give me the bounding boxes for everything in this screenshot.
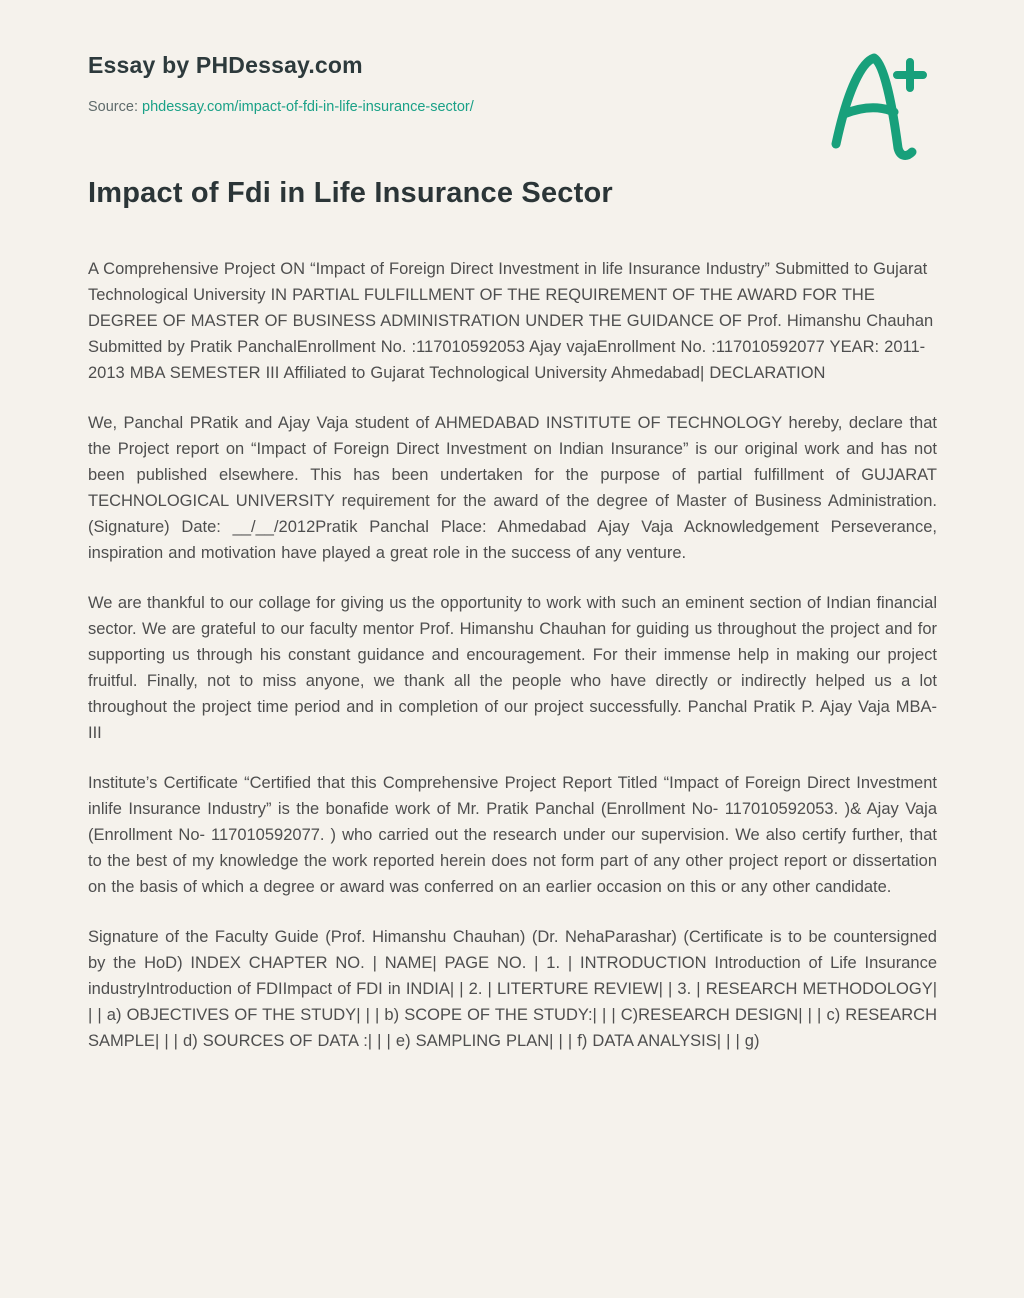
paragraph-certificate: Institute’s Certificate “Certified that this Comprehensive Project Report Titled “Impact of Foreign Direct Investment inlife Insurance Industry” is the bonafide work of Mr. Pratik Panchal (Enrollment No- 117010592053. )& Ajay Vaja (Enrollment No- 117010592077. ) who carried out the research under our supervision. We also certify further, that to the best of my knowledge the work reported herein does not form part of any other project report or dissertation on the basis of which a degree or award was conferred on an earlier occasion on this or any other candidate.	[88, 774, 937, 896]
paragraph-acknowledgement: We are thankful to our collage for giving us the opportunity to work with such an eminent section of Indian financial sector. We are grateful to our faculty mentor Prof. Himanshu Chauhan for guiding us throughout the project and for supporting us through his constant guidance and encouragement. For their immense help in making our project fruitful. Finally, not to miss anyone, we thank all the people who have directly or indirectly helped us a lot throughout the project time period and in completion of our project successfully. Panchal Pratik P. Ajay Vaja MBA- III	[88, 594, 937, 742]
source-label: Source:	[88, 99, 142, 115]
paragraph-index: Signature of the Faculty Guide (Prof. Himanshu Chauhan) (Dr. NehaParashar) (Certificate is to be countersigned by the HoD) INDEX CHAPTER NO. | NAME| PAGE NO. | 1. | INTRODUCTION Introduction of Life Insurance industryIntroduction of FDIImpact of FDI in INDIA| | 2. | LITERTURE REVIEW| | 3. | RESEARCH METHODOLOGY| | | a) OBJECTIVES OF THE STUDY| | | b) SCOPE OF THE STUDY:| | | C)RESEARCH DESIGN| | | c) RESEARCH SAMPLE| | | d) SOURCES OF DATA :| | | e) SAMPLING PLAN| | | f) DATA ANALYSIS| | | g)	[88, 928, 937, 1050]
page-title: Impact of Fdi in Life Insurance Sector	[88, 177, 613, 209]
paragraph-declaration: We, Panchal PRatik and Ajay Vaja student of AHMEDABAD INSTITUTE OF TECHNOLOGY hereby, declare that the Project report on “Impact of Foreign Direct Investment on Indian Insurance” is our original work and has not been published elsewhere. This has been undertaken for the purpose of partial fulfillment of GUJARAT TECHNOLOGICAL UNIVERSITY requirement for the award of the degree of Master of Business Administration. (Signature) Date: __/__/2012Pratik Panchal Place: Ahmedabad Ajay Vaja Acknowledgement Perseverance, inspiration and motivation have played a great role in the success of any venture.	[88, 414, 937, 562]
source-link[interactable]: phdessay.com/impact-of-fdi-in-life-insurance-sector/	[142, 99, 474, 115]
brand-title: Essay by PHDessay.com	[88, 52, 363, 78]
phdessay-a-plus-logo-icon	[822, 48, 932, 163]
paragraph-cover: A Comprehensive Project ON “Impact of Foreign Direct Investment in life Insurance Industry” Submitted to Gujarat Technological University IN PARTIAL FULFILLMENT OF THE REQUIREMENT OF THE AWARD FOR THE DEGREE OF MASTER OF BUSINESS ADMINISTRATION UNDER THE GUIDANCE OF Prof. Himanshu Chauhan Submitted by Pratik PanchalEnrollment No. :117010592053 Ajay vajaEnrollment No. :117010592077 YEAR: 2011-2013 MBA SEMESTER III Affiliated to Gujarat Technological University Ahmedabad| DECLARATION	[88, 260, 934, 382]
article-body	[88, 256, 937, 1054]
source-line	[88, 99, 936, 115]
